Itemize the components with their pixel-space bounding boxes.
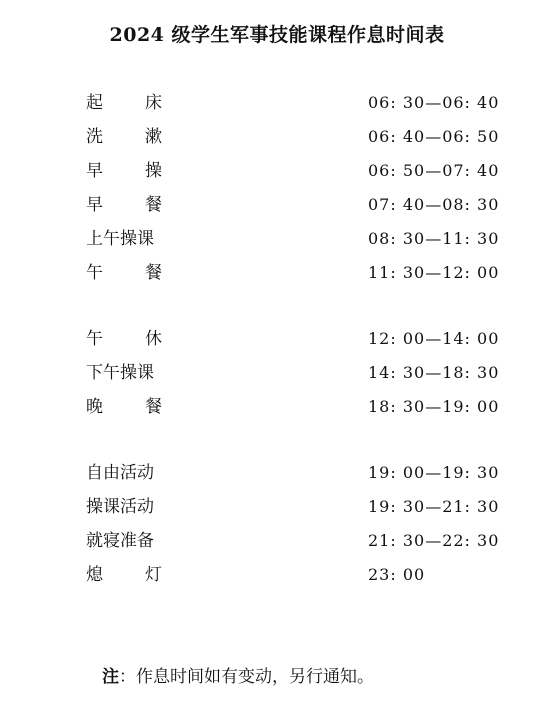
- schedule-row: [0, 495, 554, 529]
- section-gap: [0, 429, 554, 461]
- footnote-text: ：作息时间如有变动，另行通知。: [119, 667, 374, 687]
- schedule-row: [0, 563, 554, 597]
- schedule-label: 熄 灯: [86, 565, 162, 585]
- schedule-time: 21: 30—22: 30: [368, 531, 500, 550]
- schedule-time: 18: 30—19: 00: [368, 397, 500, 416]
- schedule-row: [0, 91, 554, 125]
- schedule-label: 早 操: [86, 161, 162, 181]
- schedule-time: 06: 50—07: 40: [368, 161, 500, 180]
- schedule-time: 07: 40—08: 30: [368, 195, 500, 214]
- schedule-time: 19: 00—19: 30: [368, 463, 500, 482]
- page-title: 2024 级学生军事技能课程作息时间表: [109, 24, 445, 46]
- schedule-time: 06: 30—06: 40: [368, 93, 500, 112]
- schedule-label: 下午操课: [86, 363, 154, 383]
- schedule-label: 就寝准备: [86, 531, 154, 551]
- footnote-key: 注: [102, 667, 119, 687]
- schedule-row: [0, 361, 554, 395]
- schedule-row: [0, 193, 554, 227]
- schedule-label: 午 餐: [86, 263, 162, 283]
- schedule-label: 起 床: [86, 93, 162, 113]
- schedule-row: [0, 227, 554, 261]
- schedule-list: [0, 91, 554, 597]
- footnote: [102, 662, 374, 687]
- schedule-row: [0, 159, 554, 193]
- schedule-row: [0, 395, 554, 429]
- schedule-label: 自由活动: [86, 463, 154, 483]
- schedule-time: 11: 30—12: 00: [368, 263, 500, 282]
- schedule-label: 晚 餐: [86, 397, 162, 417]
- schedule-row: [0, 261, 554, 295]
- schedule-time: 06: 40—06: 50: [368, 127, 500, 146]
- schedule-row: [0, 461, 554, 495]
- schedule-label: 上午操课: [86, 229, 154, 249]
- schedule-label: 午 休: [86, 329, 162, 349]
- schedule-time: 08: 30—11: 30: [368, 229, 500, 248]
- schedule-row: [0, 327, 554, 361]
- schedule-label: 操课活动: [86, 497, 154, 517]
- schedule-time: 12: 00—14: 00: [368, 329, 500, 348]
- schedule-label: 早 餐: [86, 195, 162, 215]
- schedule-time: 19: 30—21: 30: [368, 497, 500, 516]
- schedule-time: 23: 00: [368, 565, 426, 584]
- section-gap: [0, 295, 554, 327]
- schedule-row: [0, 529, 554, 563]
- schedule-label: 洗 漱: [86, 127, 162, 147]
- schedule-row: [0, 125, 554, 159]
- schedule-time: 14: 30—18: 30: [368, 363, 500, 382]
